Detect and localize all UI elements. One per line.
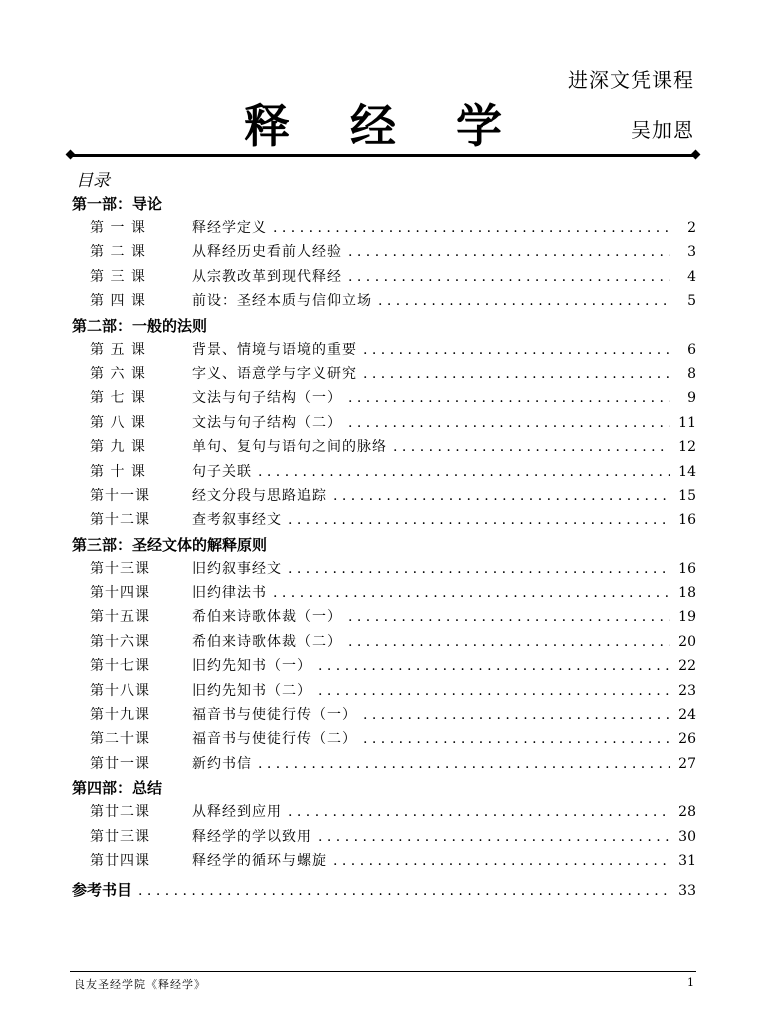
toc-part-heading: 第二部：一般的法则 [72, 316, 208, 335]
toc-entry-page: 19 [678, 609, 696, 626]
toc-entry[interactable] [72, 338, 696, 362]
toc-leader-dots [363, 727, 670, 751]
toc-leader-dots [348, 605, 670, 629]
document-title: 释 经 学 [243, 99, 525, 153]
toc-entry-page: 15 [678, 487, 696, 504]
footer-page-number: 1 [687, 976, 694, 989]
toc-entry-lesson: 第十三课 [90, 560, 150, 577]
toc-leader-dots [288, 557, 670, 581]
toc-entry-lesson: 第廿一课 [90, 755, 150, 772]
toc-leader-dots [273, 581, 670, 605]
toc-entry-page: 4 [687, 268, 696, 285]
toc-entry-title: 查考叙事经文 [192, 512, 282, 529]
toc-entry[interactable] [72, 825, 696, 849]
toc-entry[interactable] [72, 362, 696, 386]
toc-entry-title: 希伯来诗歌体裁（一） [192, 609, 342, 626]
toc-entry[interactable] [72, 581, 696, 605]
toc-entry[interactable] [72, 460, 696, 484]
toc-entry-page: 20 [678, 633, 696, 650]
toc-entry-title: 福音书与使徒行传（一） [192, 707, 357, 724]
toc-entry-page: 27 [678, 755, 696, 772]
toc-entry-title: 文法与句子结构（二） [192, 414, 342, 431]
toc-entry-lesson: 第十四课 [90, 585, 150, 602]
toc-entry-title: 从释经历史看前人经验 [192, 244, 342, 261]
toc-entry-title: 旧约先知书（二） [192, 682, 312, 699]
toc-entry[interactable] [72, 289, 696, 313]
toc-entry-title: 字义、语意学与字义研究 [192, 365, 357, 382]
toc-part-heading: 第四部：总结 [72, 779, 163, 798]
toc-leader-dots [138, 878, 670, 904]
toc-entry-page: 16 [678, 512, 696, 529]
toc-entry-page: 14 [678, 463, 696, 480]
toc-entry[interactable] [72, 386, 696, 410]
toc-entry-lesson: 第廿四课 [90, 852, 150, 869]
toc-leader-dots [348, 386, 670, 410]
toc-entry-lesson: 第 六 课 [90, 365, 146, 382]
toc-entry[interactable] [72, 411, 696, 435]
toc-entry[interactable] [72, 800, 696, 824]
toc-entry[interactable] [72, 484, 696, 508]
toc-entry[interactable] [72, 849, 696, 873]
toc-leader-dots [258, 460, 670, 484]
toc-entry-title: 释经学的学以致用 [192, 828, 312, 845]
toc-entry-lesson: 第 二 课 [90, 244, 146, 261]
toc-leader-dots [363, 703, 670, 727]
toc-entry[interactable] [72, 679, 696, 703]
toc-leader-dots [318, 654, 670, 678]
toc-entry-page: 22 [678, 658, 696, 675]
toc-leader-dots [333, 849, 670, 873]
toc-leader-dots [288, 508, 670, 532]
toc-entry-title: 希伯来诗歌体裁（二） [192, 633, 342, 650]
toc-leader-dots [348, 630, 670, 654]
toc-leader-dots [363, 362, 670, 386]
toc-entry-lesson: 第 十 课 [90, 463, 146, 480]
toc-entry-title: 旧约先知书（一） [192, 658, 312, 675]
toc-entry-page: 3 [687, 244, 696, 261]
toc-leader-dots [348, 240, 670, 264]
course-label: 进深文凭课程 [568, 68, 694, 92]
toc-entry-lesson: 第十九课 [90, 707, 150, 724]
toc-leader-dots [318, 679, 670, 703]
toc-entry[interactable] [72, 630, 696, 654]
toc-entry-page: 2 [687, 220, 696, 236]
table-of-contents [72, 192, 696, 903]
toc-entry-page: 24 [678, 707, 696, 724]
toc-leader-dots [258, 752, 670, 776]
toc-leader-dots [288, 800, 670, 824]
toc-entry-lesson: 第二十课 [90, 731, 150, 748]
toc-entry-lesson: 第十八课 [90, 682, 150, 699]
toc-heading: 目录 [76, 171, 110, 191]
toc-entry-title: 前设：圣经本质与信仰立场 [192, 293, 372, 310]
toc-entry-page: 30 [678, 828, 696, 845]
toc-entry-title: 句子关联 [192, 463, 252, 480]
toc-entry-lesson: 第十二课 [90, 512, 150, 529]
toc-entry[interactable] [72, 216, 696, 240]
toc-entry-page: 9 [687, 390, 696, 407]
toc-entry-page: 16 [678, 560, 696, 577]
toc-entry[interactable] [72, 265, 696, 289]
toc-entry-lesson: 第 一 课 [90, 220, 146, 236]
toc-leader-dots [348, 265, 670, 289]
toc-leader-dots [273, 216, 670, 240]
toc-entry-title: 从宗教改革到现代释经 [192, 268, 342, 285]
toc-leader-dots [378, 289, 670, 313]
toc-entry-page: 11 [678, 414, 696, 431]
toc-entry-lesson: 第 九 课 [90, 439, 146, 456]
toc-entry-lesson: 第廿二课 [90, 804, 150, 821]
toc-entry-title: 从释经到应用 [192, 804, 282, 821]
toc-entry-lesson: 第十六课 [90, 633, 150, 650]
toc-entry-lesson: 第 八 课 [90, 414, 146, 431]
toc-entry[interactable] [72, 240, 696, 264]
toc-entry-title: 释经学的循环与螺旋 [192, 852, 327, 869]
toc-leader-dots [348, 411, 670, 435]
toc-entry-title: 释经学定义 [192, 220, 267, 236]
toc-entry[interactable] [72, 605, 696, 629]
toc-entry[interactable] [72, 435, 696, 459]
toc-entry-page: 6 [687, 341, 696, 358]
toc-leader-dots [363, 338, 670, 362]
toc-entry-lesson: 第十五课 [90, 609, 150, 626]
toc-entry-page: 5 [687, 293, 696, 310]
author-name: 吴加恩 [631, 118, 694, 142]
toc-entry-page: 8 [687, 365, 696, 382]
toc-entry-title: 旧约叙事经文 [192, 560, 282, 577]
toc-bibliography-entry[interactable] [72, 877, 696, 903]
toc-leader-dots [318, 825, 670, 849]
toc-part-heading: 第一部：导论 [72, 195, 163, 213]
toc-entry-lesson: 第 七 课 [90, 390, 146, 407]
toc-entry-lesson: 第 四 课 [90, 293, 146, 310]
toc-entry-page: 28 [678, 804, 696, 821]
toc-entry[interactable] [72, 703, 696, 727]
bibliography-page: 33 [678, 883, 696, 900]
header-rule [70, 154, 696, 157]
toc-entry[interactable] [72, 654, 696, 678]
toc-entry-title: 新约书信 [192, 755, 252, 772]
toc-leader-dots [393, 435, 670, 459]
footer-source: 良友圣经学院《释经学》 [74, 978, 206, 991]
toc-entry-lesson: 第 五 课 [90, 341, 146, 358]
toc-entry-title: 背景、情境与语境的重要 [192, 341, 357, 358]
toc-part-heading: 第三部：圣经文体的解释原则 [72, 535, 268, 554]
toc-entry-lesson: 第廿三课 [90, 828, 150, 845]
toc-entry-page: 26 [678, 731, 696, 748]
toc-entry-title: 经文分段与思路追踪 [192, 487, 327, 504]
bibliography-label: 参考书目 [72, 881, 133, 900]
toc-entry-page: 23 [678, 682, 696, 699]
toc-entry-title: 福音书与使徒行传（二） [192, 731, 357, 748]
toc-entry-lesson: 第十七课 [90, 658, 150, 675]
toc-entry[interactable] [72, 727, 696, 751]
toc-leader-dots [333, 484, 670, 508]
footer-rule [70, 971, 696, 972]
toc-entry-lesson: 第十一课 [90, 487, 150, 504]
toc-entry-title: 单句、复句与语句之间的脉络 [192, 439, 387, 456]
toc-entry[interactable] [72, 752, 696, 776]
toc-entry-lesson: 第 三 课 [90, 268, 146, 285]
toc-entry[interactable] [72, 557, 696, 581]
toc-entry-title: 文法与句子结构（一） [192, 390, 342, 407]
toc-entry-page: 12 [678, 439, 696, 456]
toc-entry[interactable] [72, 508, 696, 532]
toc-entry-page: 18 [678, 585, 696, 602]
toc-entry-title: 旧约律法书 [192, 585, 267, 602]
toc-entry-page: 31 [678, 852, 696, 869]
